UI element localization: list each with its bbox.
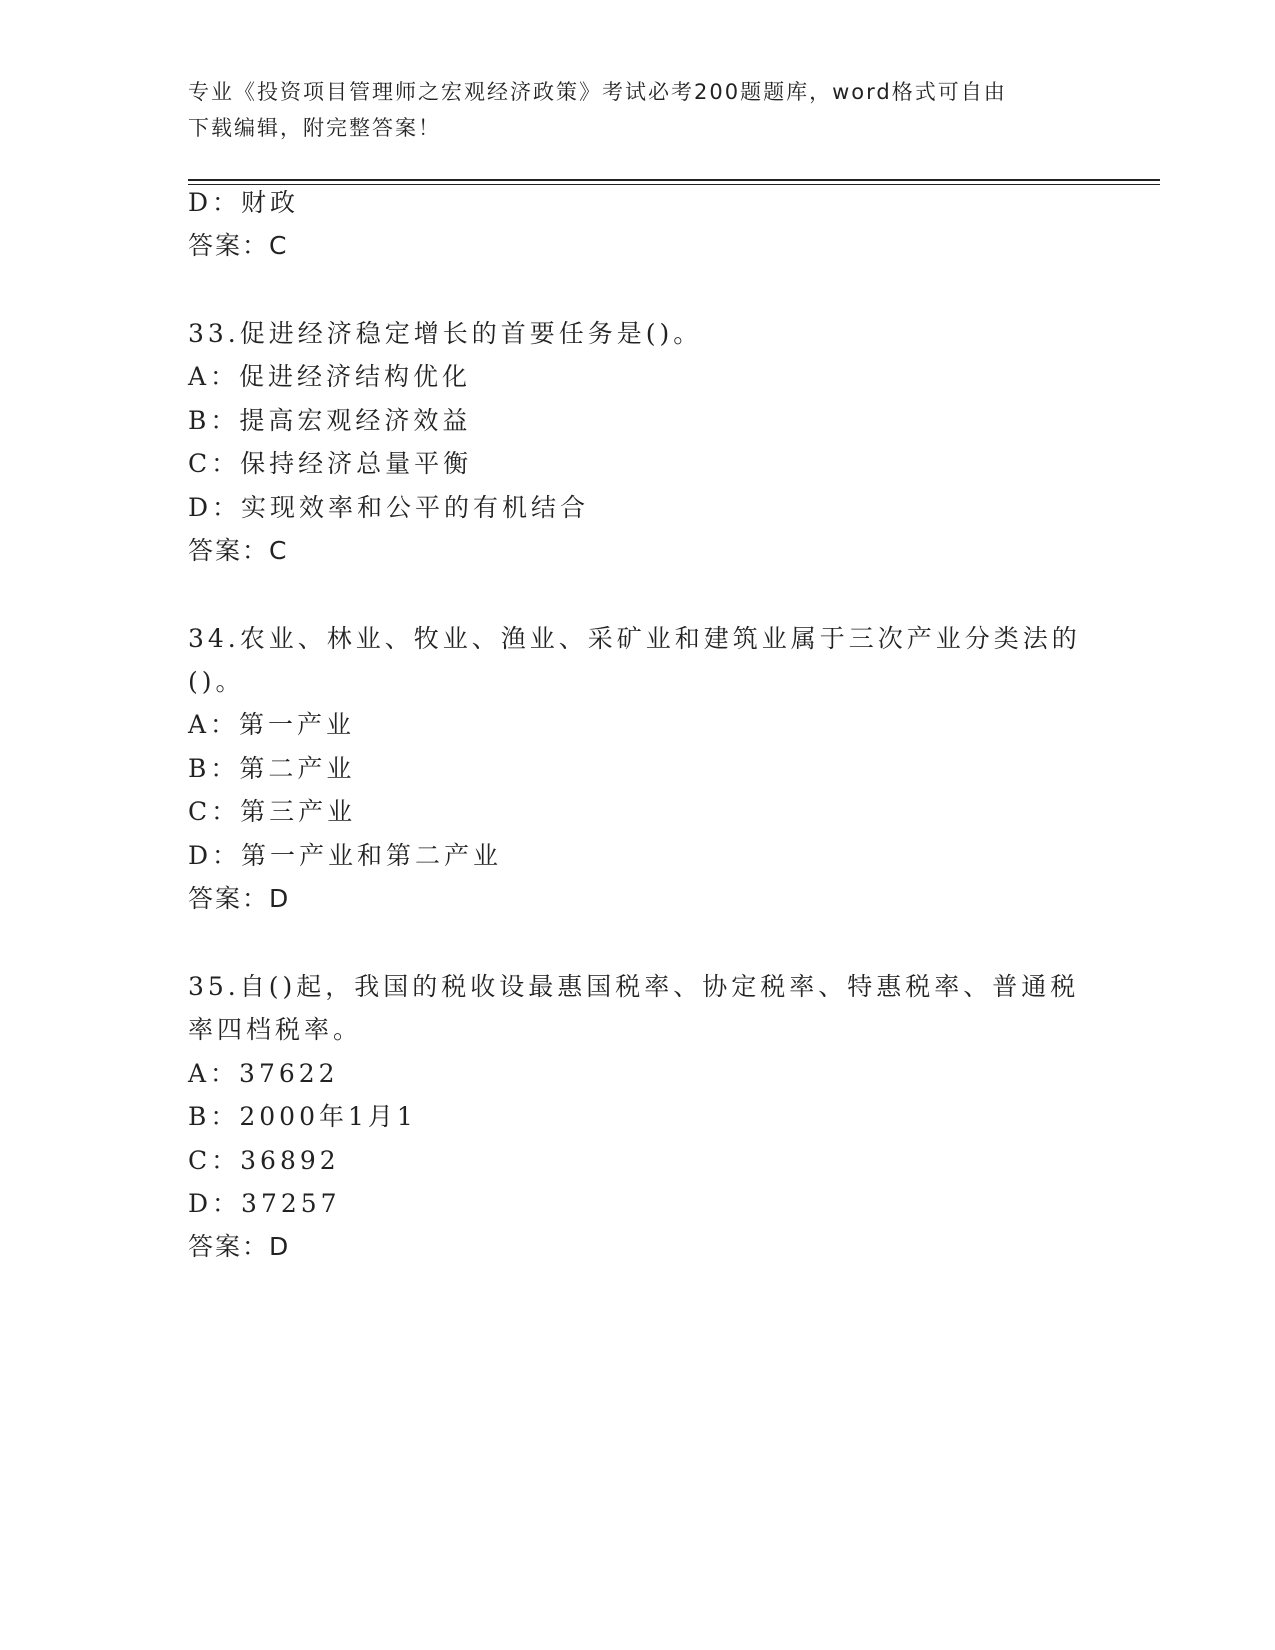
q33-stem: 33.促进经济稳定增长的首要任务是()。 (188, 319, 703, 348)
header-rule-thin (188, 184, 1160, 185)
header-line-2: 下载编辑，附完整答案！ (188, 116, 441, 140)
header-rule-thick (188, 179, 1160, 181)
header-line-1: 专业《投资项目管理师之宏观经济政策》考试必考200题题库，word格式可自由 (188, 80, 1007, 104)
q33-option-d: D：实现效率和公平的有机结合 (188, 493, 590, 522)
q34-option-c: C：第三产业 (188, 797, 357, 826)
q34-stem-line-1: 34.农业、林业、牧业、渔业、采矿业和建筑业属于三次产业分类法的 (188, 624, 1081, 653)
q34-stem-line-2: ()。 (188, 667, 245, 696)
q35-option-d: D：37257 (188, 1189, 341, 1218)
q33-option-a: A：促进经济结构优化 (188, 362, 472, 391)
document-header (188, 74, 1088, 146)
q35-stem-line-1: 35.自()起，我国的税收设最惠国税率、协定税率、特惠税率、普通税 (188, 972, 1080, 1001)
q35-stem-line-2: 率四档税率。 (188, 1015, 363, 1044)
q34-answer: 答案：D (188, 884, 291, 913)
q34-option-b: B：第二产业 (188, 754, 356, 783)
q35-option-c: C：36892 (188, 1146, 340, 1175)
q35-answer: 答案：D (188, 1232, 291, 1261)
q35-option-a: A：37622 (188, 1059, 339, 1088)
prev-answer: 答案：C (188, 231, 289, 260)
q34-option-d: D：第一产业和第二产业 (188, 841, 503, 870)
q33-option-c: C：保持经济总量平衡 (188, 449, 473, 478)
q35-option-b: B：2000年1月1 (188, 1102, 417, 1131)
q33-option-b: B：提高宏观经济效益 (188, 406, 472, 435)
q34-option-a: A：第一产业 (188, 710, 356, 739)
q33-answer: 答案：C (188, 536, 289, 565)
prev-option-d: D：财政 (188, 188, 300, 217)
